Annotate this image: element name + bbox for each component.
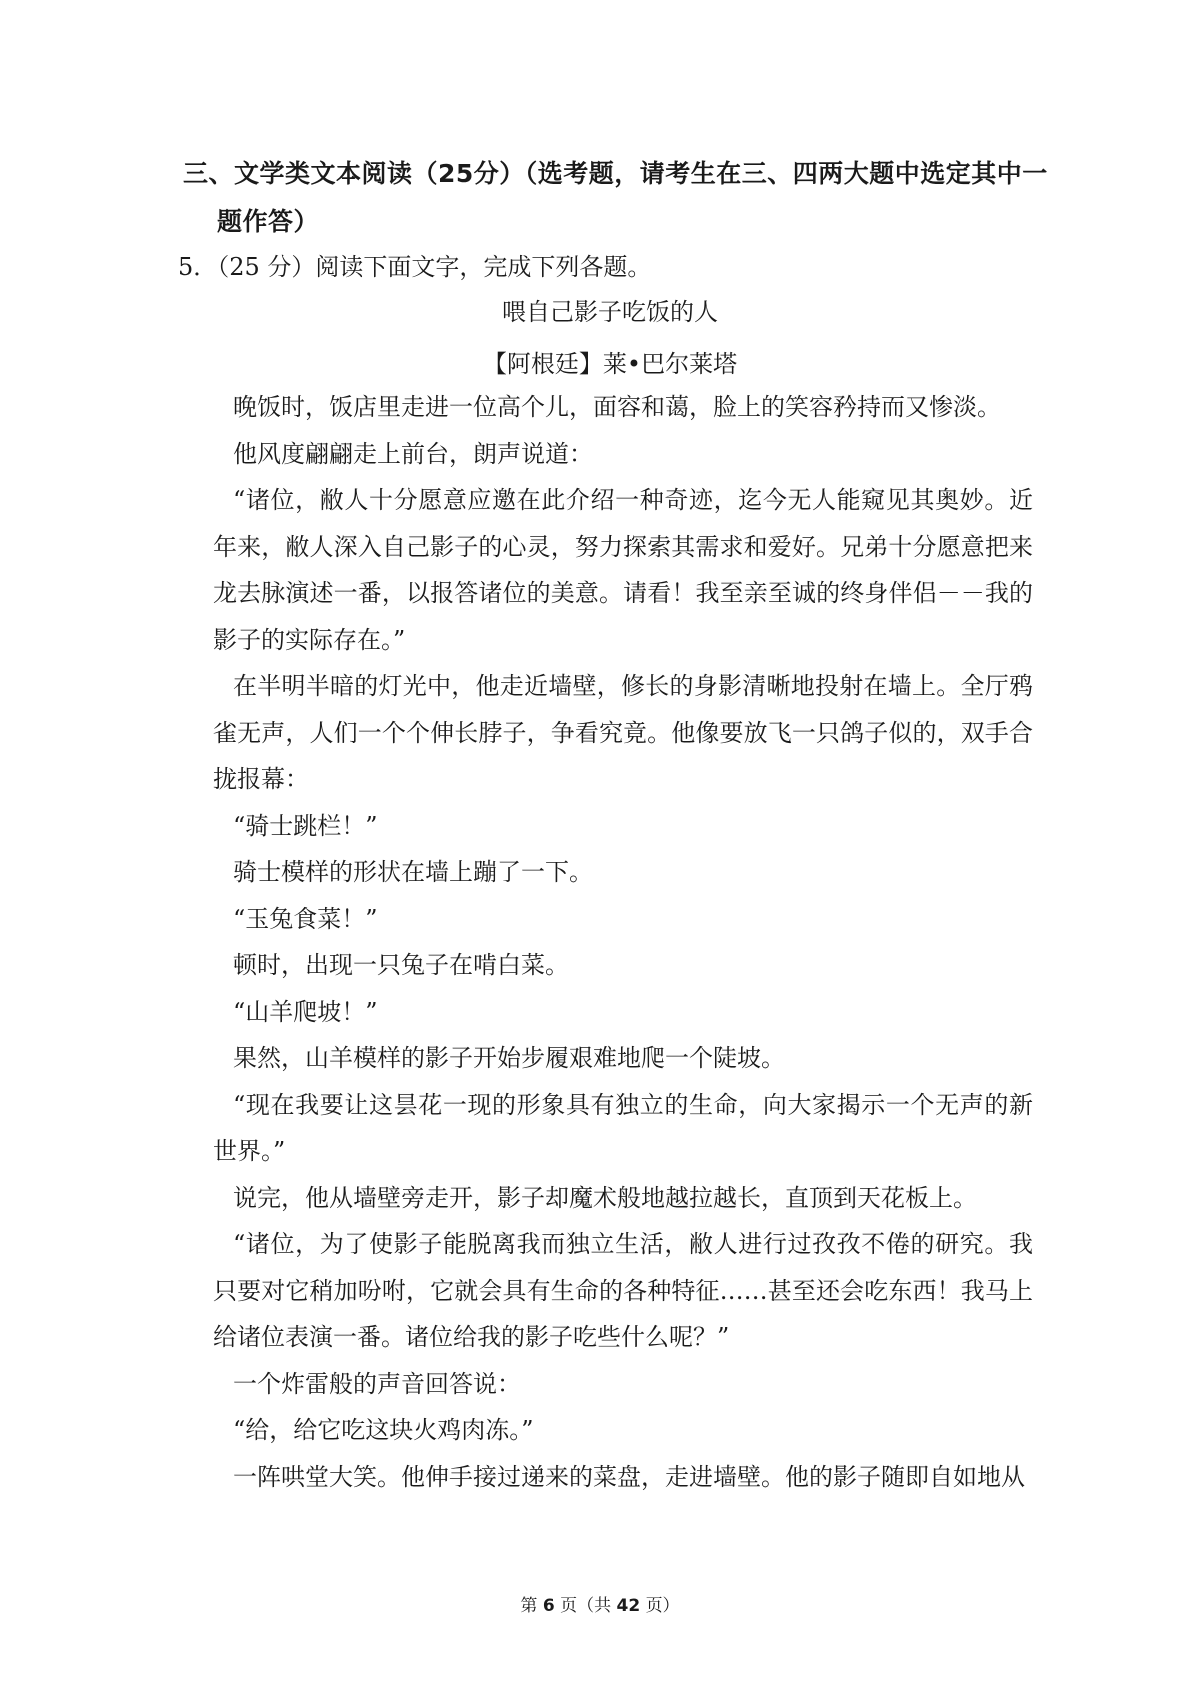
story-paragraph: 他风度翩翩走上前台，朗声说道： [233,439,593,468]
footer-page-number: 6 [542,1596,555,1616]
footer-total-pages: 42 [616,1596,641,1616]
question-instruction: 5．（25 分）阅读下面文字，完成下列各题。 [178,253,652,281]
story-paragraph: 说完，他从墙壁旁走开，影子却魔术般地越拉越长，直顶到天花板上。 [233,1183,977,1212]
footer-suffix: 页） [645,1596,680,1616]
footer-middle: 页（共 [560,1596,612,1616]
story-paragraph: “给，给它吃这块火鸡肉冻。” [233,1416,534,1444]
story-paragraph: “现在我要让这昙花一现的形象具有独立的生命，向大家揭示一个无声的新世界。” [213,1090,1033,1165]
story-paragraph: 一阵哄堂大笑。他伸手接过递来的菜盘，走进墙壁。他的影子随即自如地从 [233,1462,1025,1491]
story-paragraph: 在半明半暗的灯光中，他走近墙壁，修长的身影清晰地投射在墙上。全厅鸦雀无声，人们一个个伸长脖子，争看究竟。他像要放飞一只鸽子似的，双手合拢报幕： [213,672,1033,793]
story-paragraph: “骑士跳栏！” [233,811,378,840]
page-footer [0,1594,1200,1618]
story-paragraph: 顿时，出现一只兔子在啃白菜。 [233,951,569,979]
story-paragraph: 骑士模样的形状在墙上蹦了一下。 [233,858,593,886]
footer-prefix: 第 [520,1596,538,1616]
story-paragraph: “山羊爬坡！” [233,997,378,1026]
story-paragraph: “诸位，敝人十分愿意应邀在此介绍一种奇迹，迄今无人能窥见其奥妙。近年来，敝人深入自己影子的心灵，努力探索其需求和爱好。兄弟十分愿意把来龙去脉演述一番，以报答诸位的美意。请看！我至亲至诚的终身伴侣－－我的影子的实际存在。” [213,486,1033,654]
story-paragraph: “玉兔食菜！” [233,904,378,933]
story-paragraph: 一个炸雷般的声音回答说： [233,1369,521,1398]
story-paragraph: 晚饭时，饭店里走进一位高个儿，面容和蔼，脸上的笑容矜持而又惨淡。 [233,393,1001,421]
story-author: 【阿根廷】莱•巴尔莱塔 [482,350,738,378]
section-heading: 三、文学类文本阅读（25分）（选考题，请考生在三、四两大题中选定其中一题作答） [183,159,1048,236]
story-title: 喂自己影子吃饭的人 [502,298,718,326]
story-paragraph: 果然，山羊模样的影子开始步履艰难地爬一个陡坡。 [233,1044,785,1072]
story-paragraph: “诸位，为了使影子能脱离我而独立生活，敝人进行过孜孜不倦的研究。我只要对它稍加吩咐，它就会具有生命的各种特征……甚至还会吃东西！我马上给诸位表演一番。诸位给我的影子吃些什么呢？” [213,1230,1033,1351]
story-body [213,384,1033,1500]
